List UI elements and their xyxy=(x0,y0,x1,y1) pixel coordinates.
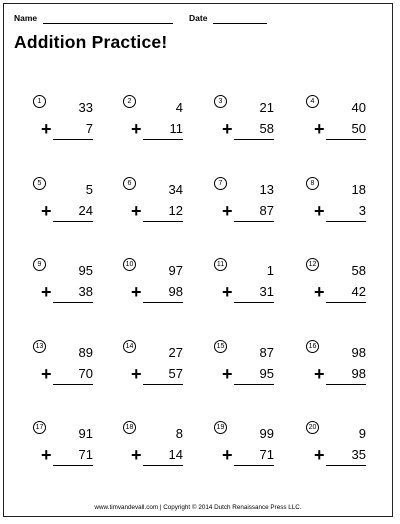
addend-top: 89 xyxy=(78,345,93,360)
problem-7 xyxy=(214,177,284,237)
addend-top: 21 xyxy=(259,100,274,115)
problem-12 xyxy=(306,258,376,318)
problem-18 xyxy=(123,421,193,481)
date-blank-line xyxy=(213,23,267,24)
addend-bottom: 42 xyxy=(351,284,366,299)
addend-top: 4 xyxy=(175,100,183,115)
plus-sign: + xyxy=(222,445,233,465)
problem-8 xyxy=(306,177,376,237)
answer-line xyxy=(234,139,274,140)
plus-sign: + xyxy=(314,282,325,302)
answer-line xyxy=(326,384,366,385)
addend-bottom: 31 xyxy=(259,284,274,299)
answer-line xyxy=(234,465,274,466)
problem-number: 17 xyxy=(33,421,46,434)
plus-sign: + xyxy=(222,282,233,302)
answer-line xyxy=(143,221,183,222)
addend-top: 9 xyxy=(358,426,366,441)
answer-line xyxy=(143,302,183,303)
name-label: Name xyxy=(14,13,38,23)
problem-11 xyxy=(214,258,284,318)
addend-bottom: 98 xyxy=(351,366,366,381)
problem-10 xyxy=(123,258,193,318)
answer-line xyxy=(53,302,93,303)
addend-bottom: 14 xyxy=(168,447,183,462)
plus-sign: + xyxy=(314,364,325,384)
worksheet xyxy=(3,3,393,517)
answer-line xyxy=(326,221,366,222)
addend-bottom: 12 xyxy=(168,203,183,218)
problem-number: 18 xyxy=(123,421,136,434)
date-label: Date xyxy=(189,13,208,23)
addend-top: 58 xyxy=(351,263,366,278)
problem-15 xyxy=(214,340,284,400)
plus-sign: + xyxy=(41,364,52,384)
addend-top: 13 xyxy=(259,182,274,197)
addend-top: 87 xyxy=(259,345,274,360)
addend-bottom: 50 xyxy=(351,121,366,136)
plus-sign: + xyxy=(41,445,52,465)
answer-line xyxy=(53,139,93,140)
plus-sign: + xyxy=(131,364,142,384)
addend-bottom: 71 xyxy=(78,447,93,462)
page-title: Addition Practice! xyxy=(14,32,168,52)
plus-sign: + xyxy=(41,282,52,302)
problem-20 xyxy=(306,421,376,481)
plus-sign: + xyxy=(222,364,233,384)
plus-sign: + xyxy=(41,201,52,221)
problem-number: 2 xyxy=(123,95,136,108)
plus-sign: + xyxy=(131,445,142,465)
addend-bottom: 71 xyxy=(259,447,274,462)
addend-top: 97 xyxy=(168,263,183,278)
answer-line xyxy=(326,139,366,140)
addend-bottom: 87 xyxy=(259,203,274,218)
addend-bottom: 70 xyxy=(78,366,93,381)
addend-top: 99 xyxy=(259,426,274,441)
addend-bottom: 57 xyxy=(168,366,183,381)
addend-top: 98 xyxy=(351,345,366,360)
addend-bottom: 98 xyxy=(168,284,183,299)
addend-bottom: 3 xyxy=(358,203,366,218)
answer-line xyxy=(143,384,183,385)
problem-number: 13 xyxy=(33,340,46,353)
addend-top: 5 xyxy=(85,182,93,197)
addend-top: 18 xyxy=(351,182,366,197)
answer-line xyxy=(53,465,93,466)
addend-bottom: 7 xyxy=(85,121,93,136)
problem-number: 10 xyxy=(123,258,136,271)
addend-bottom: 38 xyxy=(78,284,93,299)
plus-sign: + xyxy=(131,201,142,221)
addend-top: 95 xyxy=(78,263,93,278)
problem-number: 12 xyxy=(306,258,319,271)
problem-16 xyxy=(306,340,376,400)
problem-number: 15 xyxy=(214,340,227,353)
problem-1 xyxy=(33,95,103,155)
answer-line xyxy=(234,384,274,385)
addend-top: 27 xyxy=(168,345,183,360)
answer-line xyxy=(326,465,366,466)
problem-number: 8 xyxy=(306,177,319,190)
problem-19 xyxy=(214,421,284,481)
name-blank-line xyxy=(43,23,173,24)
problem-number: 9 xyxy=(33,258,46,271)
problem-13 xyxy=(33,340,103,400)
plus-sign: + xyxy=(131,119,142,139)
problem-6 xyxy=(123,177,193,237)
addend-top: 40 xyxy=(351,100,366,115)
problem-number: 20 xyxy=(306,421,319,434)
answer-line xyxy=(326,302,366,303)
problem-17 xyxy=(33,421,103,481)
addend-bottom: 58 xyxy=(259,121,274,136)
problem-9 xyxy=(33,258,103,318)
problem-3 xyxy=(214,95,284,155)
problem-number: 3 xyxy=(214,95,227,108)
answer-line xyxy=(234,221,274,222)
plus-sign: + xyxy=(131,282,142,302)
plus-sign: + xyxy=(314,119,325,139)
plus-sign: + xyxy=(314,445,325,465)
problem-number: 14 xyxy=(123,340,136,353)
addend-top: 34 xyxy=(168,182,183,197)
answer-line xyxy=(234,302,274,303)
plus-sign: + xyxy=(222,119,233,139)
addend-bottom: 11 xyxy=(169,121,183,136)
problem-number: 11 xyxy=(214,258,227,271)
problem-number: 1 xyxy=(33,95,46,108)
problem-14 xyxy=(123,340,193,400)
addend-top: 33 xyxy=(78,100,93,115)
problem-number: 19 xyxy=(214,421,227,434)
problem-5 xyxy=(33,177,103,237)
addend-top: 1 xyxy=(266,263,274,278)
problem-4 xyxy=(306,95,376,155)
addend-top: 8 xyxy=(175,426,183,441)
problem-number: 6 xyxy=(123,177,136,190)
problem-number: 16 xyxy=(306,340,319,353)
problem-2 xyxy=(123,95,193,155)
problem-number: 4 xyxy=(306,95,319,108)
answer-line xyxy=(143,465,183,466)
problem-number: 7 xyxy=(214,177,227,190)
addend-bottom: 24 xyxy=(78,203,93,218)
answer-line xyxy=(143,139,183,140)
plus-sign: + xyxy=(41,119,52,139)
problem-number: 5 xyxy=(33,177,46,190)
answer-line xyxy=(53,384,93,385)
addend-bottom: 35 xyxy=(351,447,366,462)
plus-sign: + xyxy=(222,201,233,221)
answer-line xyxy=(53,221,93,222)
addend-bottom: 95 xyxy=(259,366,274,381)
addend-top: 91 xyxy=(78,426,93,441)
footer-copyright: www.timvandevall.com | Copyright © 2014 Dutch Renaissance Press LLC. xyxy=(94,504,302,511)
plus-sign: + xyxy=(314,201,325,221)
